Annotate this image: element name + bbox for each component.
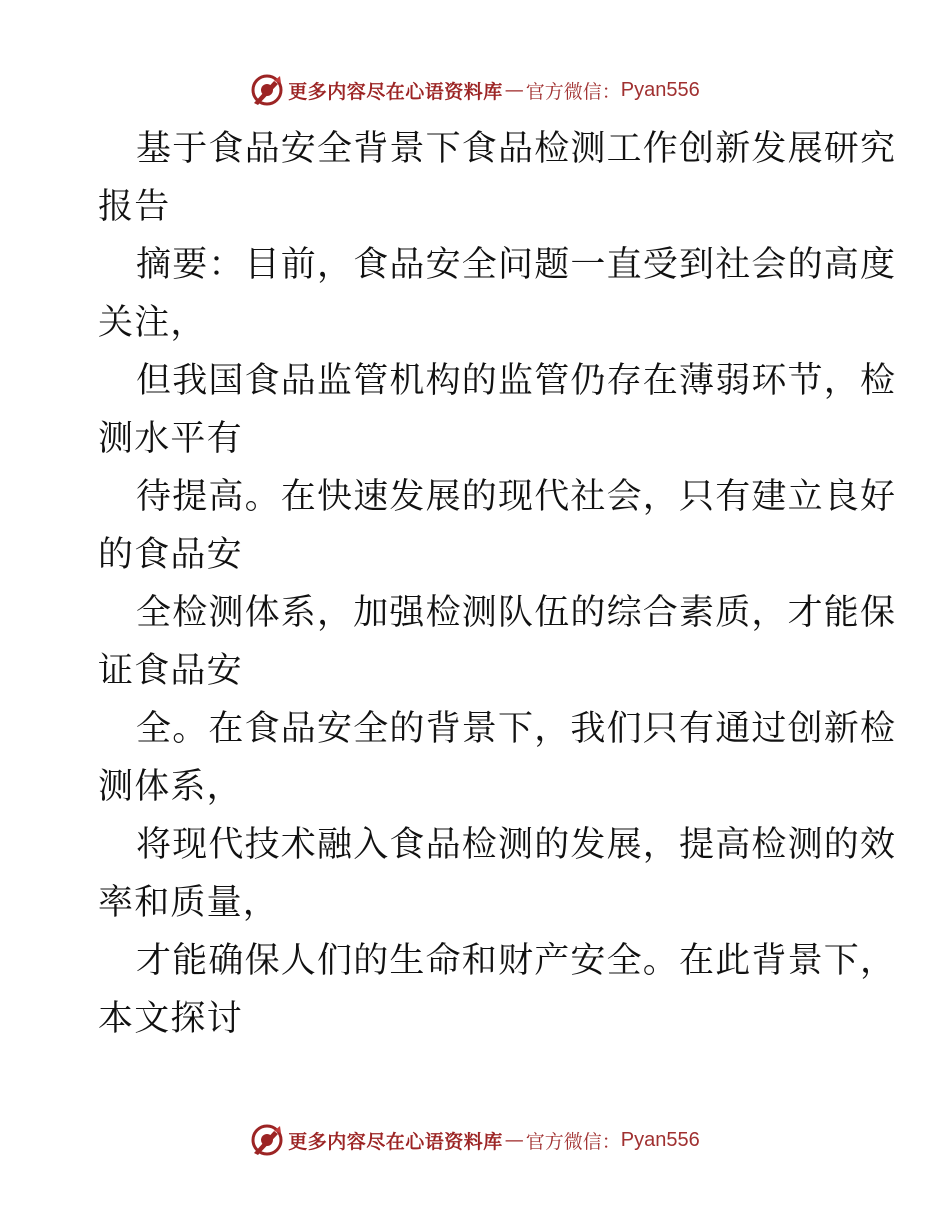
text-line: 基于食品安全背景下食品检测工作创新发展研究	[136, 129, 897, 169]
text-line: 测水平有	[98, 419, 243, 459]
header-wechat-label: 官方微信：	[525, 80, 621, 103]
header-banner-separator: —	[504, 79, 524, 101]
footer-banner	[0, 1120, 950, 1160]
pen-logo-icon	[250, 73, 284, 107]
text-line: 报告	[98, 187, 171, 227]
text-line: 待提高。在快速发展的现代社会，只有建立良好	[136, 477, 897, 517]
text-line: 测体系，	[98, 767, 243, 807]
document-paragraph-title	[98, 120, 897, 236]
document-paragraph	[98, 236, 897, 352]
document-paragraph	[98, 700, 897, 816]
header-wechat-id: Pyan556	[620, 78, 700, 101]
text-line: 才能确保人们的生命和财产安全。在此背景下，	[136, 941, 897, 981]
text-line: 证食品安	[98, 651, 243, 691]
document-paragraph	[98, 468, 897, 584]
text-line: 率和质量，	[98, 883, 280, 923]
text-line: 但我国食品监管机构的监管仍存在薄弱环节，检	[136, 361, 897, 401]
text-line: 摘要：目前，食品安全问题一直受到社会的高度	[136, 245, 897, 285]
footer-wechat-label: 官方微信：	[525, 1130, 621, 1153]
footer-wechat-id: Pyan556	[620, 1128, 700, 1151]
text-line: 将现代技术融入食品检测的发展，提高检测的效	[136, 825, 897, 865]
header-banner-text: 更多内容尽在心语资料库	[288, 80, 503, 103]
pen-logo-icon	[250, 1123, 284, 1157]
document-paragraph	[98, 352, 897, 468]
text-line: 本文探讨	[98, 999, 243, 1039]
footer-banner-text: 更多内容尽在心语资料库	[288, 1130, 503, 1153]
text-line: 关注，	[98, 303, 207, 343]
text-line: 的食品安	[98, 535, 243, 575]
document-paragraph	[98, 584, 897, 700]
document-body	[98, 120, 897, 1048]
document-paragraph	[98, 932, 897, 1048]
text-line: 全检测体系，加强检测队伍的综合素质，才能保	[136, 593, 897, 633]
text-line: 全。在食品安全的背景下，我们只有通过创新检	[136, 709, 897, 749]
header-banner	[0, 70, 950, 110]
footer-banner-separator: —	[504, 1129, 524, 1151]
document-paragraph	[98, 816, 897, 932]
